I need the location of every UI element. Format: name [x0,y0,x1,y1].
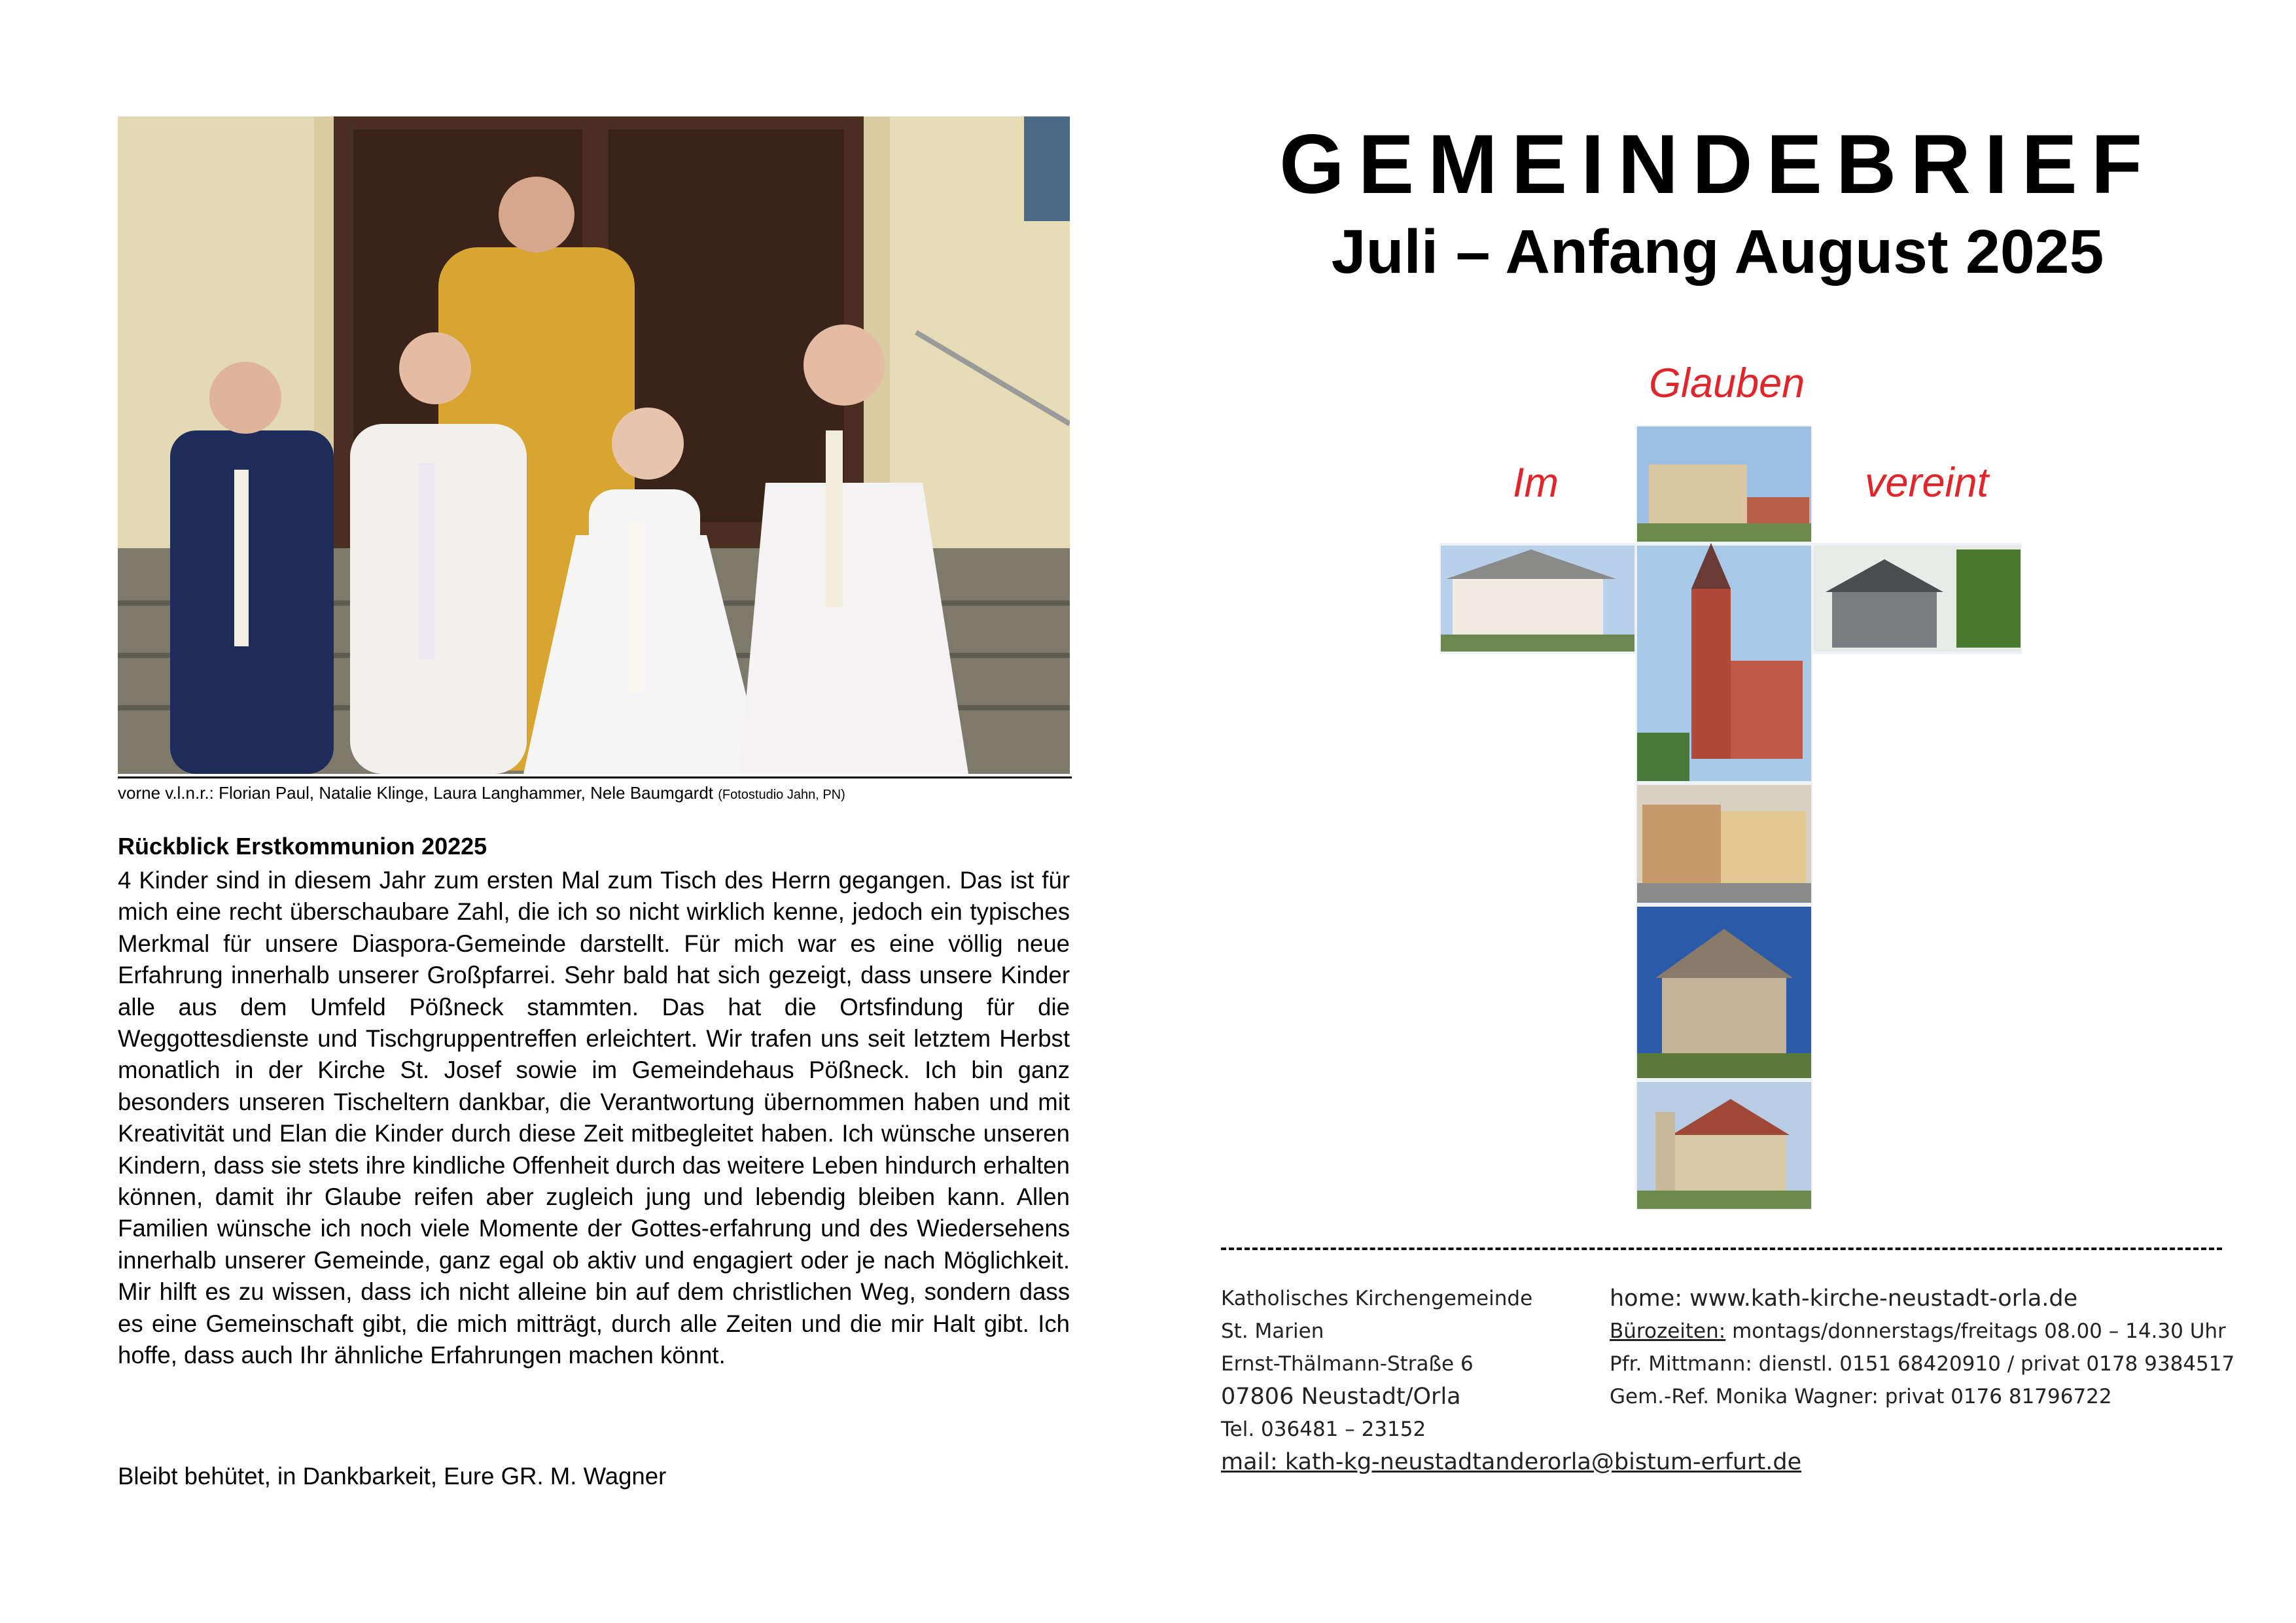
caption-names: vorne v.l.n.r.: Florian Paul, Natalie Klinge, Laura Langhammer, Nele Baumgardt [118,783,713,803]
article-title: Rückblick Erstkommunion 20225 [118,833,487,860]
motto-right: vereint [1865,460,1989,506]
parish-email-link[interactable]: mail: kath-kg-neustadtanderorla@bistum-erfurt.de [1221,1449,1802,1475]
first-communion-photo [118,116,1070,774]
referent-phone: Gem.-Ref. Monika Wagner: privat 0176 81796722 [1610,1385,2112,1408]
newsletter-subtitle: Juli – Anfang August 2025 [1331,217,2104,287]
divider-line [1221,1248,2222,1250]
parish-name: Katholisches Kirchengemeinde [1221,1287,1533,1310]
parish-church: St. Marien [1221,1319,1324,1343]
article-body: 4 Kinder sind in diesem Jahr zum ersten Mal zum Tisch des Herrn gegangen. Das ist für mich eine recht überschaubare Zahl, die ich so nicht wirklich kenne, jedoch ein typisches Merkmal für unsere Diaspora-Gemeinde darstellt. Für mich war es eine völlig neue Erfahrung innerhalb unserer Großpfarrei. Sehr bald hat sich gezeigt, dass unsere Kinder alle aus dem Umfeld Pößneck stammten. Das hat die Ortsfindung für die Weggottesdienste und Tischgruppentreffen erleichtert. Wir trafen uns seit letztem Herbst monatlich in der Kirche St. Josef sowie im Gemeindehaus Pößneck. Ich bin ganz besonders unseren Tischeltern dankbar, die Verantwortung übernommen haben und mit Kreativität und Elan die Kinder durch diese Zeit mitbegleitet haben. Ich wünsche unseren Kindern, dass sie stets ihre kindliche Offenheit durch das weitere Leben hindurch erhalten können, damit ihr Glaube reifen aber zugleich jung und lebendig bleiben kann. Allen Familien wünsche ich noch viele Momente der Gottes-erfahrung und des Wiedersehens innerhalb unserer Gemeinde, ganz egal ob aktiv und engagiert oder je nach Möglichkeit. Mir hilft es zu wissen, dass ich nicht alleine bin auf dem christlichen Weg, sondern dass es eine Gemeinschaft gibt, die mich mitträgt, durch alle Zeiten und die mir Halt gibt. Ich hoffe, dass auch Ihr ähnliche Erfahrungen machen könnt. [118,867,1070,1369]
parish-phone: Tel. 036481 – 23152 [1221,1418,1426,1441]
homepage-link[interactable]: home: www.kath-kirche-neustadt-orla.de [1610,1285,2078,1312]
photo-caption [118,783,845,803]
parish-city: 07806 Neustadt/Orla [1221,1384,1461,1410]
newsletter-title: GEMEINDEBRIEF [1279,118,2156,211]
parish-contact-info [1610,1282,2234,1413]
office-hours-label: Bürozeiten: [1610,1319,1726,1343]
office-hours [1610,1315,2234,1348]
church-cross-collage [1439,425,2022,1210]
article-closing: Bleibt behütet, in Dankbarkeit, Eure GR. M. Wagner [118,1463,667,1490]
parish-street: Ernst-Thälmann-Straße 6 [1221,1352,1474,1376]
motto-left: Im [1513,460,1559,506]
photo-underline [118,777,1072,778]
photo-credit: (Fotostudio Jahn, PN) [718,788,845,802]
office-hours-value: montags/donnerstags/freitags 08.00 – 14.30 Uhr [1725,1319,2226,1343]
priest-phone: Pfr. Mittmann: dienstl. 0151 68420910 / privat 0178 9384517 [1610,1352,2235,1376]
motto-top: Glauben [1649,360,1805,406]
